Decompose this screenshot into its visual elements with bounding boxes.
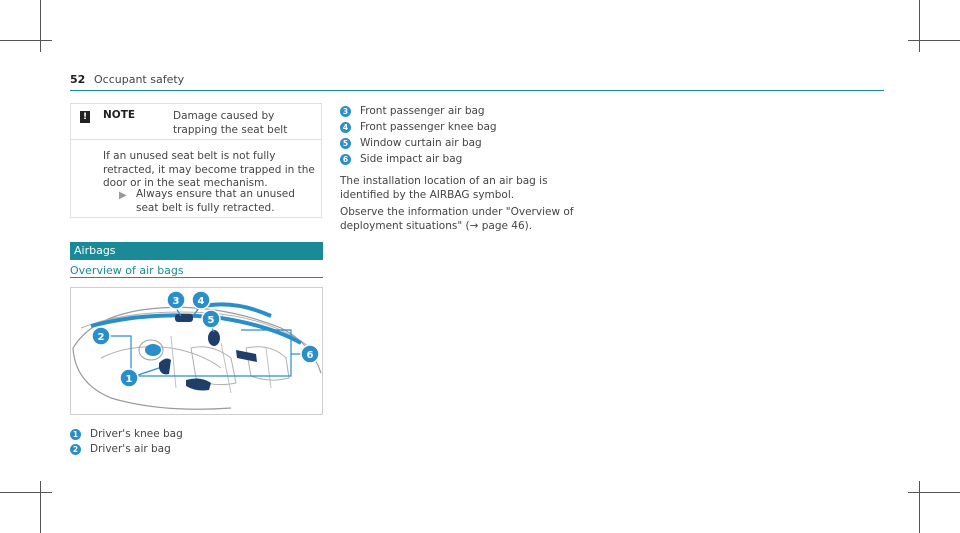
- list-item-label: Front passenger air bag: [360, 105, 485, 117]
- page-number: 52: [70, 73, 86, 86]
- list-item: [70, 428, 183, 440]
- svg-text:4: 4: [197, 296, 205, 307]
- note-action: Always ensure that an unused seat belt is fully retracted.: [136, 188, 295, 214]
- list-item: [340, 153, 462, 165]
- list-item-label: Side impact air bag: [360, 153, 463, 165]
- note-body: If an unused seat belt is not fully retracted, it may become trapped in the door or in the seat mechanism.: [103, 150, 315, 189]
- list-item-label: Window curtain air bag: [360, 137, 482, 149]
- airbag-figure: [70, 287, 323, 415]
- svg-text:1: 1: [125, 374, 133, 385]
- crop-mark: [919, 481, 920, 533]
- note-box: [70, 103, 322, 218]
- crop-mark: [908, 40, 960, 41]
- callout-5: [202, 310, 220, 328]
- callout-number: 2: [70, 444, 81, 455]
- section-heading-bar: [70, 242, 323, 260]
- crop-mark: [0, 40, 52, 41]
- installation-paragraph: The installation location of an air bag is identified by the AIRBAG symbol.: [340, 175, 548, 201]
- note-title: NOTE: [103, 109, 136, 121]
- callout-number: 6: [340, 154, 351, 165]
- list-item-label: Driver's air bag: [90, 443, 171, 455]
- svg-text:3: 3: [172, 296, 180, 307]
- svg-text:2: 2: [97, 332, 105, 343]
- svg-text:5: 5: [207, 315, 215, 326]
- exclamation-icon: !: [80, 111, 90, 123]
- header-rule: [70, 90, 884, 91]
- list-item-label: Driver's knee bag: [90, 428, 183, 440]
- callout-1: [120, 369, 138, 387]
- subsection-rule: [70, 277, 323, 278]
- callout-4: [192, 291, 210, 309]
- callout-number: 5: [340, 138, 351, 149]
- note-header: [71, 104, 321, 140]
- crop-mark: [40, 0, 41, 52]
- crop-mark: [40, 481, 41, 533]
- callout-3: [167, 291, 185, 309]
- car-interior-illustration: [71, 288, 322, 414]
- list-item: [70, 443, 171, 455]
- section-title: Airbags: [74, 244, 116, 257]
- page-section-title: Occupant safety: [94, 73, 185, 86]
- note-heading-text: Damage caused by trapping the seat belt: [173, 110, 288, 136]
- subsection-title: Overview of air bags: [70, 264, 184, 277]
- list-item: [340, 137, 482, 149]
- svg-text:6: 6: [306, 350, 314, 361]
- list-item-label: Front passenger knee bag: [360, 121, 497, 133]
- callout-number: 1: [70, 429, 81, 440]
- list-item: [340, 105, 485, 117]
- callout-6: [301, 345, 319, 363]
- observe-paragraph: Observe the information under "Overview of deployment situations" (→ page 46).: [340, 206, 574, 232]
- callout-number: 4: [340, 122, 351, 133]
- callout-number: 3: [340, 106, 351, 117]
- crop-mark: [908, 492, 960, 493]
- list-item: [340, 121, 497, 133]
- callout-2: [92, 327, 110, 345]
- crop-mark: [0, 492, 52, 493]
- crop-mark: [919, 0, 920, 52]
- arrow-right-icon: ▶: [119, 190, 127, 201]
